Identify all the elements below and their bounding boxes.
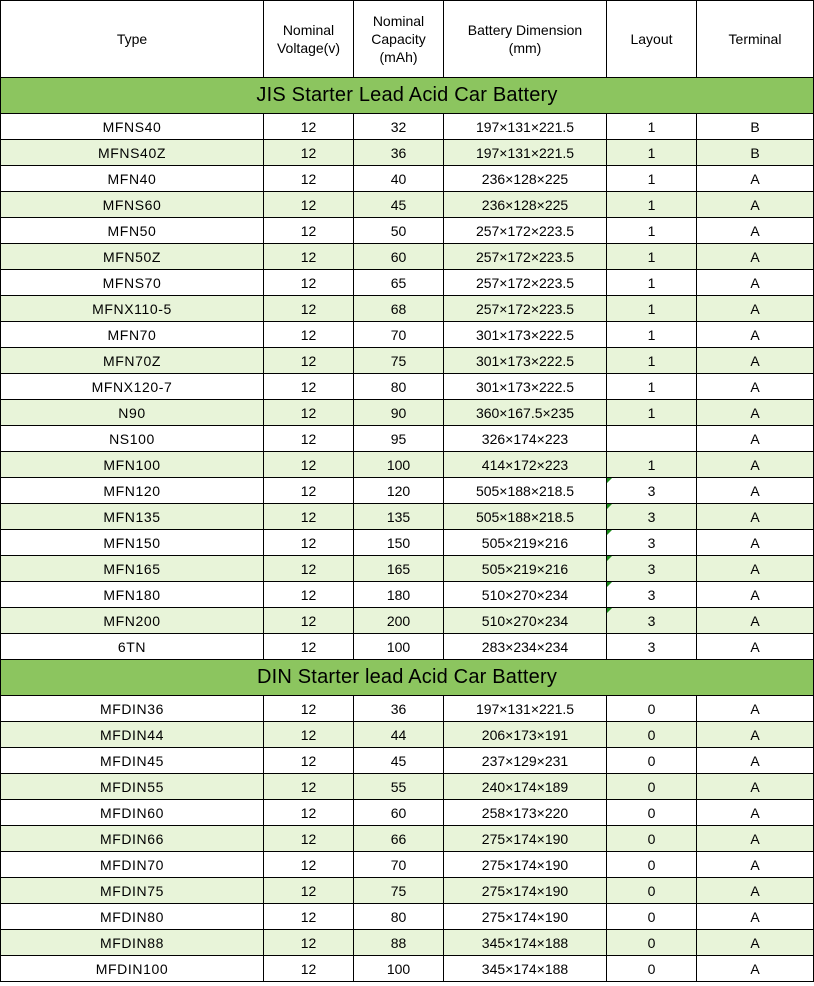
cell-capacity: 44 [354,722,444,748]
cell-terminal: B [697,140,814,166]
cell-dimension: 257×172×223.5 [444,296,607,322]
cell-type: MFN180 [1,582,264,608]
table-row [1,722,814,748]
cell-layout-value: 3 [647,586,656,603]
cell-capacity: 60 [354,244,444,270]
comment-marker-icon [607,608,612,613]
cell-layout: 0 [607,800,697,826]
cell-capacity: 100 [354,956,444,982]
cell-capacity: 100 [354,634,444,660]
cell-capacity: 65 [354,270,444,296]
cell-dimension: 257×172×223.5 [444,270,607,296]
cell-terminal: A [697,774,814,800]
cell-terminal: A [697,322,814,348]
cell-voltage: 12 [264,192,354,218]
cell-voltage: 12 [264,774,354,800]
cell-voltage: 12 [264,452,354,478]
cell-type: MFN40 [1,166,264,192]
table-row [1,904,814,930]
table-row [1,774,814,800]
cell-layout [607,426,697,452]
header-terminal: Terminal [697,1,814,78]
cell-type: MFDIN60 [1,800,264,826]
section-title: JIS Starter Lead Acid Car Battery [1,78,814,114]
cell-terminal: A [697,852,814,878]
cell-terminal: A [697,452,814,478]
cell-terminal: A [697,956,814,982]
cell-voltage: 12 [264,140,354,166]
cell-voltage: 12 [264,852,354,878]
cell-type: MFN70Z [1,348,264,374]
cell-dimension: 505×188×218.5 [444,478,607,504]
cell-voltage: 12 [264,478,354,504]
cell-dimension: 505×219×216 [444,556,607,582]
cell-terminal: A [697,904,814,930]
cell-capacity: 100 [354,452,444,478]
cell-terminal: B [697,114,814,140]
cell-terminal: A [697,218,814,244]
cell-capacity: 70 [354,852,444,878]
cell-dimension: 236×128×225 [444,166,607,192]
cell-layout: 1 [607,270,697,296]
cell-dimension: 505×219×216 [444,530,607,556]
cell-voltage: 12 [264,826,354,852]
cell-capacity: 75 [354,878,444,904]
cell-dimension: 414×172×223 [444,452,607,478]
cell-layout [607,582,697,608]
comment-marker-icon [607,504,612,509]
cell-dimension: 197×131×221.5 [444,114,607,140]
cell-layout: 0 [607,852,697,878]
cell-dimension: 301×173×222.5 [444,374,607,400]
cell-terminal: A [697,400,814,426]
cell-layout: 1 [607,140,697,166]
cell-layout: 1 [607,218,697,244]
cell-terminal: A [697,244,814,270]
comment-marker-icon [607,478,612,483]
cell-layout: 3 [607,634,697,660]
cell-type: MFDIN66 [1,826,264,852]
cell-capacity: 150 [354,530,444,556]
cell-dimension: 236×128×225 [444,192,607,218]
cell-layout: 0 [607,930,697,956]
cell-layout: 1 [607,322,697,348]
cell-layout: 0 [607,878,697,904]
header-dimension: Battery Dimension (mm) [444,1,607,78]
cell-capacity: 55 [354,774,444,800]
section-header-row [1,660,814,696]
table-row [1,504,814,530]
cell-dimension: 510×270×234 [444,608,607,634]
cell-voltage: 12 [264,634,354,660]
cell-layout: 0 [607,696,697,722]
cell-layout: 0 [607,956,697,982]
cell-dimension: 275×174×190 [444,852,607,878]
table-row [1,930,814,956]
cell-layout [607,504,697,530]
cell-capacity: 135 [354,504,444,530]
table-row [1,608,814,634]
cell-voltage: 12 [264,348,354,374]
cell-voltage: 12 [264,296,354,322]
table-row [1,374,814,400]
cell-terminal: A [697,696,814,722]
cell-capacity: 36 [354,696,444,722]
cell-voltage: 12 [264,696,354,722]
cell-layout: 1 [607,192,697,218]
cell-layout: 1 [607,452,697,478]
table-row [1,634,814,660]
cell-layout-value: 3 [647,534,656,551]
cell-terminal: A [697,748,814,774]
comment-marker-icon [607,556,612,561]
table-row [1,270,814,296]
cell-capacity: 40 [354,166,444,192]
cell-type: MFDIN70 [1,852,264,878]
cell-type: MFDIN45 [1,748,264,774]
cell-capacity: 66 [354,826,444,852]
cell-capacity: 50 [354,218,444,244]
cell-capacity: 80 [354,374,444,400]
cell-type: MFN70 [1,322,264,348]
cell-type: MFN50 [1,218,264,244]
cell-capacity: 165 [354,556,444,582]
cell-type: MFN50Z [1,244,264,270]
table-row [1,878,814,904]
cell-type: MFNS70 [1,270,264,296]
table-body [1,1,814,982]
cell-dimension: 283×234×234 [444,634,607,660]
cell-type: MFDIN100 [1,956,264,982]
table-row [1,192,814,218]
cell-voltage: 12 [264,878,354,904]
cell-voltage: 12 [264,218,354,244]
cell-capacity: 70 [354,322,444,348]
cell-voltage: 12 [264,904,354,930]
cell-type: MFDIN88 [1,930,264,956]
cell-terminal: A [697,296,814,322]
header-type: Type [1,1,264,78]
cell-capacity: 80 [354,904,444,930]
cell-type: MFDIN44 [1,722,264,748]
cell-dimension: 275×174×190 [444,826,607,852]
table-row [1,556,814,582]
cell-type: N90 [1,400,264,426]
cell-layout: 1 [607,114,697,140]
cell-layout: 1 [607,400,697,426]
cell-layout: 1 [607,348,697,374]
cell-dimension: 237×129×231 [444,748,607,774]
cell-voltage: 12 [264,504,354,530]
cell-terminal: A [697,800,814,826]
cell-type: MFN200 [1,608,264,634]
cell-layout: 1 [607,166,697,192]
cell-voltage: 12 [264,800,354,826]
table-row [1,400,814,426]
cell-type: MFDIN75 [1,878,264,904]
cell-dimension: 257×172×223.5 [444,244,607,270]
table-row [1,800,814,826]
table-row [1,166,814,192]
table-row [1,748,814,774]
cell-capacity: 60 [354,800,444,826]
table-row [1,244,814,270]
header-row [1,1,814,78]
table-row [1,826,814,852]
cell-terminal: A [697,608,814,634]
cell-dimension: 206×173×191 [444,722,607,748]
table-row [1,956,814,982]
cell-voltage: 12 [264,748,354,774]
cell-layout: 1 [607,374,697,400]
cell-layout-value: 3 [647,482,656,499]
cell-dimension: 275×174×190 [444,904,607,930]
cell-layout: 0 [607,904,697,930]
cell-layout: 1 [607,296,697,322]
cell-voltage: 12 [264,244,354,270]
header-capacity: Nominal Capacity (mAh) [354,1,444,78]
cell-dimension: 345×174×188 [444,930,607,956]
cell-voltage: 12 [264,722,354,748]
cell-terminal: A [697,530,814,556]
table-row [1,452,814,478]
cell-capacity: 120 [354,478,444,504]
cell-voltage: 12 [264,556,354,582]
cell-layout: 0 [607,748,697,774]
cell-layout-value: 3 [647,508,656,525]
cell-type: MFN100 [1,452,264,478]
cell-type: MFNX110-5 [1,296,264,322]
cell-capacity: 180 [354,582,444,608]
cell-dimension: 257×172×223.5 [444,218,607,244]
cell-capacity: 68 [354,296,444,322]
cell-capacity: 95 [354,426,444,452]
cell-terminal: A [697,166,814,192]
table-row [1,322,814,348]
cell-dimension: 326×174×223 [444,426,607,452]
cell-dimension: 240×174×189 [444,774,607,800]
table-row [1,218,814,244]
cell-type: MFDIN36 [1,696,264,722]
cell-terminal: A [697,270,814,296]
cell-terminal: A [697,582,814,608]
cell-dimension: 345×174×188 [444,956,607,982]
table-row [1,582,814,608]
cell-layout: 0 [607,722,697,748]
cell-capacity: 45 [354,192,444,218]
cell-capacity: 75 [354,348,444,374]
cell-dimension: 510×270×234 [444,582,607,608]
table-row [1,140,814,166]
table-row [1,296,814,322]
cell-terminal: A [697,722,814,748]
cell-voltage: 12 [264,374,354,400]
table-row [1,426,814,452]
cell-terminal: A [697,930,814,956]
cell-capacity: 32 [354,114,444,140]
cell-layout: 0 [607,774,697,800]
header-layout: Layout [607,1,697,78]
table-row [1,696,814,722]
table-row [1,348,814,374]
cell-voltage: 12 [264,530,354,556]
cell-dimension: 360×167.5×235 [444,400,607,426]
cell-terminal: A [697,478,814,504]
cell-voltage: 12 [264,400,354,426]
cell-layout [607,556,697,582]
cell-type: MFN135 [1,504,264,530]
cell-type: MFN120 [1,478,264,504]
cell-voltage: 12 [264,322,354,348]
cell-type: MFDIN80 [1,904,264,930]
cell-terminal: A [697,426,814,452]
table-row [1,478,814,504]
cell-terminal: A [697,504,814,530]
cell-dimension: 505×188×218.5 [444,504,607,530]
cell-type: MFN165 [1,556,264,582]
cell-type: MFN150 [1,530,264,556]
cell-type: MFNS40 [1,114,264,140]
cell-voltage: 12 [264,582,354,608]
cell-layout [607,530,697,556]
table-row [1,530,814,556]
cell-dimension: 197×131×221.5 [444,696,607,722]
cell-terminal: A [697,192,814,218]
section-header-row [1,78,814,114]
cell-terminal: A [697,374,814,400]
cell-layout [607,478,697,504]
cell-voltage: 12 [264,956,354,982]
cell-capacity: 45 [354,748,444,774]
cell-type: MFNS40Z [1,140,264,166]
cell-terminal: A [697,878,814,904]
cell-layout: 0 [607,826,697,852]
cell-type: MFNX120-7 [1,374,264,400]
cell-type: NS100 [1,426,264,452]
comment-marker-icon [607,530,612,535]
cell-voltage: 12 [264,608,354,634]
cell-voltage: 12 [264,114,354,140]
cell-voltage: 12 [264,166,354,192]
cell-type: MFNS60 [1,192,264,218]
cell-type: MFDIN55 [1,774,264,800]
cell-terminal: A [697,634,814,660]
comment-marker-icon [607,582,612,587]
cell-terminal: A [697,556,814,582]
cell-layout-value: 3 [647,560,656,577]
table-row [1,852,814,878]
table-row [1,114,814,140]
cell-dimension: 197×131×221.5 [444,140,607,166]
section-title: DIN Starter lead Acid Car Battery [1,660,814,696]
cell-voltage: 12 [264,270,354,296]
cell-layout-value: 3 [647,612,656,629]
cell-dimension: 275×174×190 [444,878,607,904]
cell-terminal: A [697,348,814,374]
cell-layout: 1 [607,244,697,270]
cell-capacity: 90 [354,400,444,426]
cell-voltage: 12 [264,426,354,452]
cell-type: 6TN [1,634,264,660]
cell-dimension: 258×173×220 [444,800,607,826]
cell-layout [607,608,697,634]
cell-terminal: A [697,826,814,852]
cell-capacity: 36 [354,140,444,166]
cell-dimension: 301×173×222.5 [444,322,607,348]
cell-capacity: 200 [354,608,444,634]
cell-dimension: 301×173×222.5 [444,348,607,374]
header-voltage: Nominal Voltage(v) [264,1,354,78]
cell-capacity: 88 [354,930,444,956]
cell-voltage: 12 [264,930,354,956]
